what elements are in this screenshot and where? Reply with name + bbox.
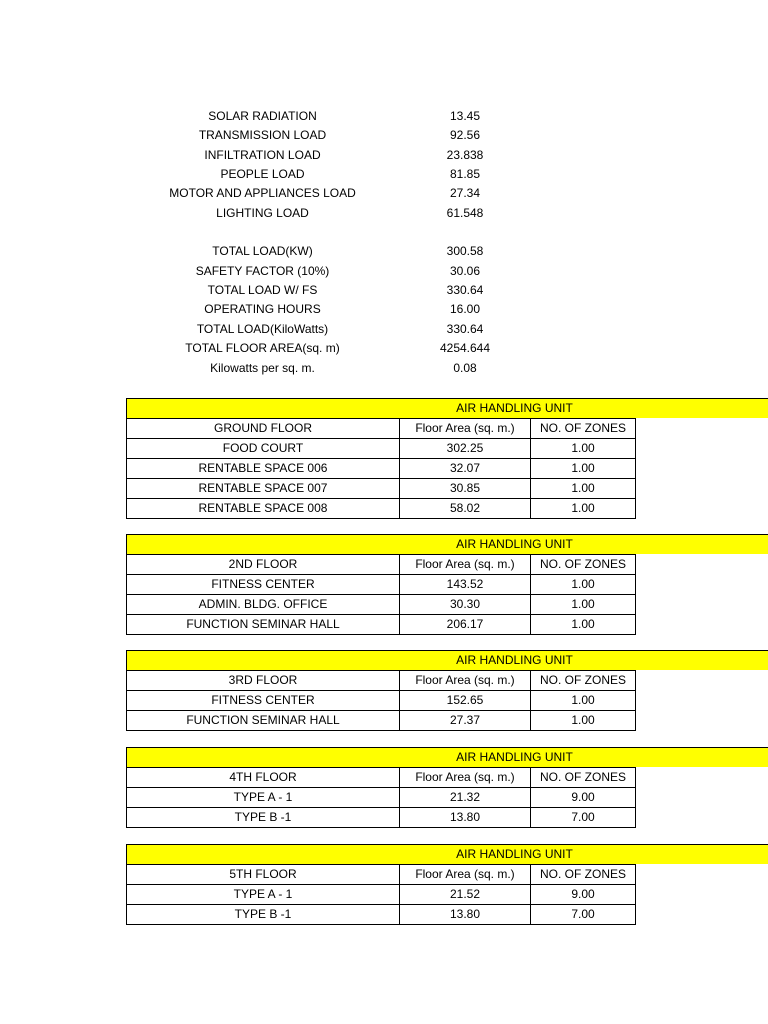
table-row: [127, 614, 635, 635]
zones-header: NO. OF ZONES: [539, 673, 626, 687]
total-label: TOTAL FLOOR AREA(sq. m): [185, 341, 340, 355]
floor-area: 13.80: [400, 808, 531, 827]
zone-count: 1.00: [571, 481, 595, 495]
table-row: [127, 498, 635, 519]
space-name: FOOD COURT: [127, 439, 400, 458]
total-label: TOTAL LOAD W/ FS: [207, 283, 318, 297]
space-name: FUNCTION SEMINAR HALL: [127, 711, 400, 730]
floor-area: 30.30: [400, 595, 531, 614]
zone-count: 7.00: [571, 907, 595, 921]
total-label: Kilowatts per sq. m.: [210, 361, 315, 375]
load-value: 61.548: [446, 206, 484, 220]
ahu-title: AIR HANDLING UNIT: [456, 653, 573, 667]
load-label: PEOPLE LOAD: [220, 167, 305, 181]
table-row: [127, 478, 635, 498]
table-header-row: [127, 767, 635, 787]
load-row: [0, 184, 768, 203]
table-row: [127, 690, 635, 710]
zone-count: 1.00: [571, 617, 595, 631]
space-name: TYPE A - 1: [127, 788, 400, 807]
load-row: [0, 126, 768, 145]
total-row: [0, 262, 768, 281]
ahu-title-bar: [126, 844, 768, 864]
zone-count: 1.00: [571, 713, 595, 727]
load-label: INFILTRATION LOAD: [204, 148, 321, 162]
total-label: TOTAL LOAD(KiloWatts): [196, 322, 329, 336]
zone-count: 1.00: [571, 441, 595, 455]
floor-area: 13.80: [400, 905, 531, 924]
space-name: RENTABLE SPACE 008: [127, 499, 400, 518]
total-value: 30.06: [449, 264, 481, 278]
table-row: [127, 594, 635, 614]
total-row: [0, 281, 768, 300]
ahu-title: AIR HANDLING UNIT: [456, 401, 573, 415]
load-label: SOLAR RADIATION: [208, 109, 317, 123]
zone-count: 1.00: [571, 597, 595, 611]
table-row: [127, 904, 635, 925]
ahu-grid: [126, 418, 636, 519]
zones-header: NO. OF ZONES: [539, 557, 626, 571]
load-label: MOTOR AND APPLIANCES LOAD: [169, 186, 356, 200]
ahu-title-bar: [126, 650, 768, 670]
total-row: [0, 242, 768, 261]
table-row: [127, 574, 635, 594]
ahu-grid: [126, 864, 636, 925]
table-header-row: [127, 864, 635, 884]
zone-count: 1.00: [571, 461, 595, 475]
area-header: Floor Area (sq. m.): [400, 768, 531, 787]
zone-count: 9.00: [571, 887, 595, 901]
total-row: [0, 359, 768, 378]
floor-area: 152.65: [400, 691, 531, 710]
floor-header: 4TH FLOOR: [127, 768, 400, 787]
load-label: TRANSMISSION LOAD: [198, 128, 327, 142]
zones-header: NO. OF ZONES: [539, 421, 626, 435]
table-row: [127, 458, 635, 478]
floor-header: 2ND FLOOR: [127, 555, 400, 574]
total-row: [0, 339, 768, 358]
total-row: [0, 320, 768, 339]
zone-count: 9.00: [571, 790, 595, 804]
load-row: [0, 204, 768, 223]
total-value: 4254.644: [439, 341, 491, 355]
table-header-row: [127, 670, 635, 690]
ahu-table-5th-floor: [126, 844, 768, 925]
ahu-title-bar: [126, 398, 768, 418]
zones-header: NO. OF ZONES: [539, 867, 626, 881]
ahu-table-2nd-floor: [126, 534, 768, 635]
ahu-table-4th-floor: [126, 747, 768, 828]
load-value: 27.34: [449, 186, 481, 200]
load-value: 23.838: [446, 148, 484, 162]
space-name: TYPE B -1: [127, 808, 400, 827]
total-value: 330.64: [446, 283, 484, 297]
zone-count: 1.00: [571, 501, 595, 515]
floor-header: 3RD FLOOR: [127, 671, 400, 690]
total-label: TOTAL LOAD(KW): [212, 244, 313, 258]
area-header: Floor Area (sq. m.): [400, 555, 531, 574]
load-row: [0, 107, 768, 126]
load-label: LIGHTING LOAD: [216, 206, 309, 220]
ahu-grid: [126, 554, 636, 635]
floor-area: 21.32: [400, 788, 531, 807]
space-name: TYPE B -1: [127, 905, 400, 924]
table-row: [127, 884, 635, 904]
floor-area: 32.07: [400, 459, 531, 478]
ahu-title: AIR HANDLING UNIT: [456, 750, 573, 764]
space-name: FITNESS CENTER: [127, 575, 400, 594]
space-name: FITNESS CENTER: [127, 691, 400, 710]
ahu-table-3rd-floor: [126, 650, 768, 731]
ahu-title: AIR HANDLING UNIT: [456, 847, 573, 861]
total-row: [0, 300, 768, 319]
total-value: 0.08: [453, 361, 477, 375]
total-value: 330.64: [446, 322, 484, 336]
ahu-table-ground-floor: [126, 398, 768, 519]
table-row: [127, 438, 635, 458]
load-row: [0, 165, 768, 184]
floor-area: 30.85: [400, 479, 531, 498]
space-name: RENTABLE SPACE 007: [127, 479, 400, 498]
floor-header: GROUND FLOOR: [127, 419, 400, 438]
area-header: Floor Area (sq. m.): [400, 671, 531, 690]
floor-area: 143.52: [400, 575, 531, 594]
table-row: [127, 710, 635, 731]
ahu-grid: [126, 670, 636, 731]
floor-area: 58.02: [400, 499, 531, 518]
total-label: SAFETY FACTOR (10%): [195, 264, 330, 278]
zone-count: 1.00: [571, 693, 595, 707]
ahu-title-bar: [126, 747, 768, 767]
floor-header: 5TH FLOOR: [127, 865, 400, 884]
area-header: Floor Area (sq. m.): [400, 419, 531, 438]
floor-area: 206.17: [400, 615, 531, 634]
load-value: 13.45: [449, 109, 481, 123]
load-value: 81.85: [449, 167, 481, 181]
zone-count: 1.00: [571, 577, 595, 591]
floor-area: 27.37: [400, 711, 531, 730]
ahu-grid: [126, 767, 636, 828]
space-name: ADMIN. BLDG. OFFICE: [127, 595, 400, 614]
table-row: [127, 807, 635, 828]
total-value: 16.00: [449, 302, 481, 316]
load-row: [0, 146, 768, 165]
load-value: 92.56: [449, 128, 481, 142]
table-header-row: [127, 418, 635, 438]
ahu-title: AIR HANDLING UNIT: [456, 537, 573, 551]
space-name: FUNCTION SEMINAR HALL: [127, 615, 400, 634]
ahu-title-bar: [126, 534, 768, 554]
table-header-row: [127, 554, 635, 574]
table-row: [127, 787, 635, 807]
zones-header: NO. OF ZONES: [539, 770, 626, 784]
total-value: 300.58: [446, 244, 484, 258]
space-name: RENTABLE SPACE 006: [127, 459, 400, 478]
zone-count: 7.00: [571, 810, 595, 824]
floor-area: 21.52: [400, 885, 531, 904]
area-header: Floor Area (sq. m.): [400, 865, 531, 884]
space-name: TYPE A - 1: [127, 885, 400, 904]
floor-area: 302.25: [400, 439, 531, 458]
total-label: OPERATING HOURS: [204, 302, 321, 316]
